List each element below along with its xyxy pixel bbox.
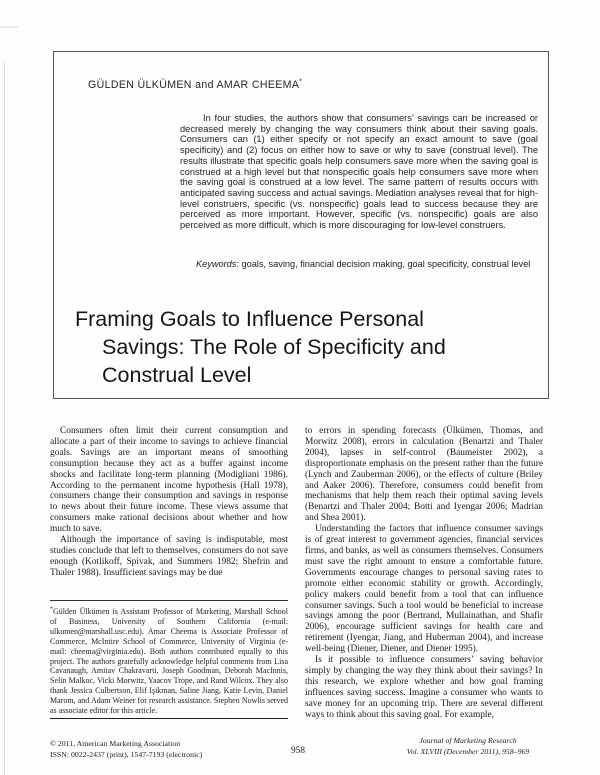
- footer-volume-info: Vol. XLVIII (December 2011), 958–969: [406, 746, 530, 756]
- footnote-bottom-rule: [50, 718, 288, 719]
- keywords-label: Keywords:: [196, 259, 239, 269]
- keywords-line: [196, 259, 600, 270]
- author-footnote: [50, 600, 288, 716]
- scan-artifact-line: [4, 62, 5, 775]
- body-paragraph: Is it possible to influence consumers’ saving behavior simply by changing the way they think about their savings? In this research, we explore whether and how goal framing influences saving success. Imagine a consumer who wants to save money for an upcoming trip. There are several different ways to think about this saving goal. For example,: [305, 655, 543, 720]
- footer-journal-name: Journal of Marketing Research: [419, 736, 517, 745]
- footer-journal-block: [388, 736, 548, 757]
- footnote-text: Gülden Ülkümen is Assistant Professor of Marketing, Marshall School of Business, University of Southern California (e-mail: ulkumen@marshall.usc.edu). Amar Cheema is Associate Professor of Commerce, McIntire School of Commerce, University of Virginia (e-mail: cheema@virginia.edu). Both authors contributed equally to this project. The authors gratefully acknowledge helpful comments from Lisa Cavanaugh, Amitav Chakravarti, Joseph Goodman, Deborah MacInnis, Selin Malkoc, Vicki Morwitz, Yaacov Trope, and Rand Wilcox. They also thank Jessica Culbertson, Elif Işikman, Saline Jiang, Katie Levin, Daniel Marom, and Adam Weiner for research assistance. Stephen Nowlis served as associate editor for this article.: [50, 607, 288, 716]
- article-title-line-3: Construal Level: [102, 363, 252, 387]
- authors-line: [88, 79, 302, 91]
- title-block-box: [53, 51, 549, 399]
- body-column-left: [50, 426, 288, 579]
- article-title: [75, 305, 446, 389]
- footnote-marker: *: [50, 606, 53, 613]
- abstract-paragraph: In four studies, the authors show that consumers’ savings can be increased or decreased merely by changing the way consumers think about their saving goals. Consumers can (1) either specify or not specify an exact amount to save (goal specificity) and (2) focus on either how to save or why to save (construal level). The results illustrate that specific goals help consumers save more when the saving goal is construed at a high level but that nonspecific goals help consumers save more when the saving goal is construed at a low level. The same pattern of results occurs with anticipated saving success and actual savings. Mediation analyses reveal that for high-level construers, specific (vs. nonspecific) goals lead to success because they are perceived as more important. However, specific (vs. nonspecific) goals are also perceived as more difficult, which is more discouraging for low-level construers.: [180, 113, 538, 231]
- footer-issn: ISSN: 0022-2437 (print), 1547-7193 (electronic): [50, 749, 203, 759]
- footer-copyright: © 2011, American Marketing Association: [50, 739, 181, 748]
- body-column-right: [305, 426, 543, 720]
- scan-artifact-smudge: [0, 26, 18, 28]
- keywords-text: goals, saving, financial decision making, goal specificity, construal level: [241, 259, 531, 269]
- authors-footnote-marker: *: [299, 78, 303, 86]
- footer-copyright-block: [50, 739, 202, 760]
- page-number: 958: [291, 746, 305, 756]
- article-title-line-2: Savings: The Role of Specificity and: [102, 335, 446, 359]
- body-paragraph: Although the importance of saving is indisputable, most studies conclude that left to themselves, consumers do not save enough (Kotlikoff, Spivak, and Summers 1982; Shefrin and Thaler 1988). Insufficient savings may be due: [50, 535, 288, 578]
- body-paragraph: Understanding the factors that influence consumer savings is of great interest to government agencies, financial services firms, and banks, as well as consumers themselves. Consumers must save the right amount to ensure a comfortable future. Governments encourage changes to personal saving rates to promote either economic stability or growth. Accordingly, policy makers could benefit from a tool that can influence consumer savings. Such a tool would be beneficial to increase savings among the poor (Bertrand, Mullainathan, and Shafir 2006), encourage sufficient savings for health care and retirement (Iyengar, Jiang, and Huberman 2004), and increase well-being (Diener, Diener, and Diener 1995).: [305, 524, 543, 655]
- authors-names: GÜLDEN ÜLKÜMEN and AMAR CHEEMA: [88, 79, 300, 91]
- body-paragraph: Consumers often limit their current consumption and allocate a part of their income to savings to achieve financial goals. Savings are an important means of smoothing consumption because they act as a buffer against income shocks and facilitate long-term planning (Modigliani 1986). According to the permanent income hypothesis (Hall 1978), consumers change their consumption and savings in response to news about their future income. These views assume that consumers make rational decisions about whether and how much to save.: [50, 426, 288, 535]
- body-paragraph-continuation: to errors in spending forecasts (Ülkümen, Thomas, and Morwitz 2008), errors in calculation (Benartzi and Thaler 2004), lapses in self-control (Baumeister 2002), a disproportionate emphasis on the present rather than the future (Lynch and Zauberman 2006), or the effects of culture (Briley and Aaker 2006). Therefore, consumers could benefit from mechanisms that help them reach their optimal saving levels (Benartzi and Thaler 2004; Botti and Iyengar 2006; Madrian and Shea 2001).: [305, 426, 543, 524]
- article-title-line-1: Framing Goals to Influence Personal: [75, 307, 424, 331]
